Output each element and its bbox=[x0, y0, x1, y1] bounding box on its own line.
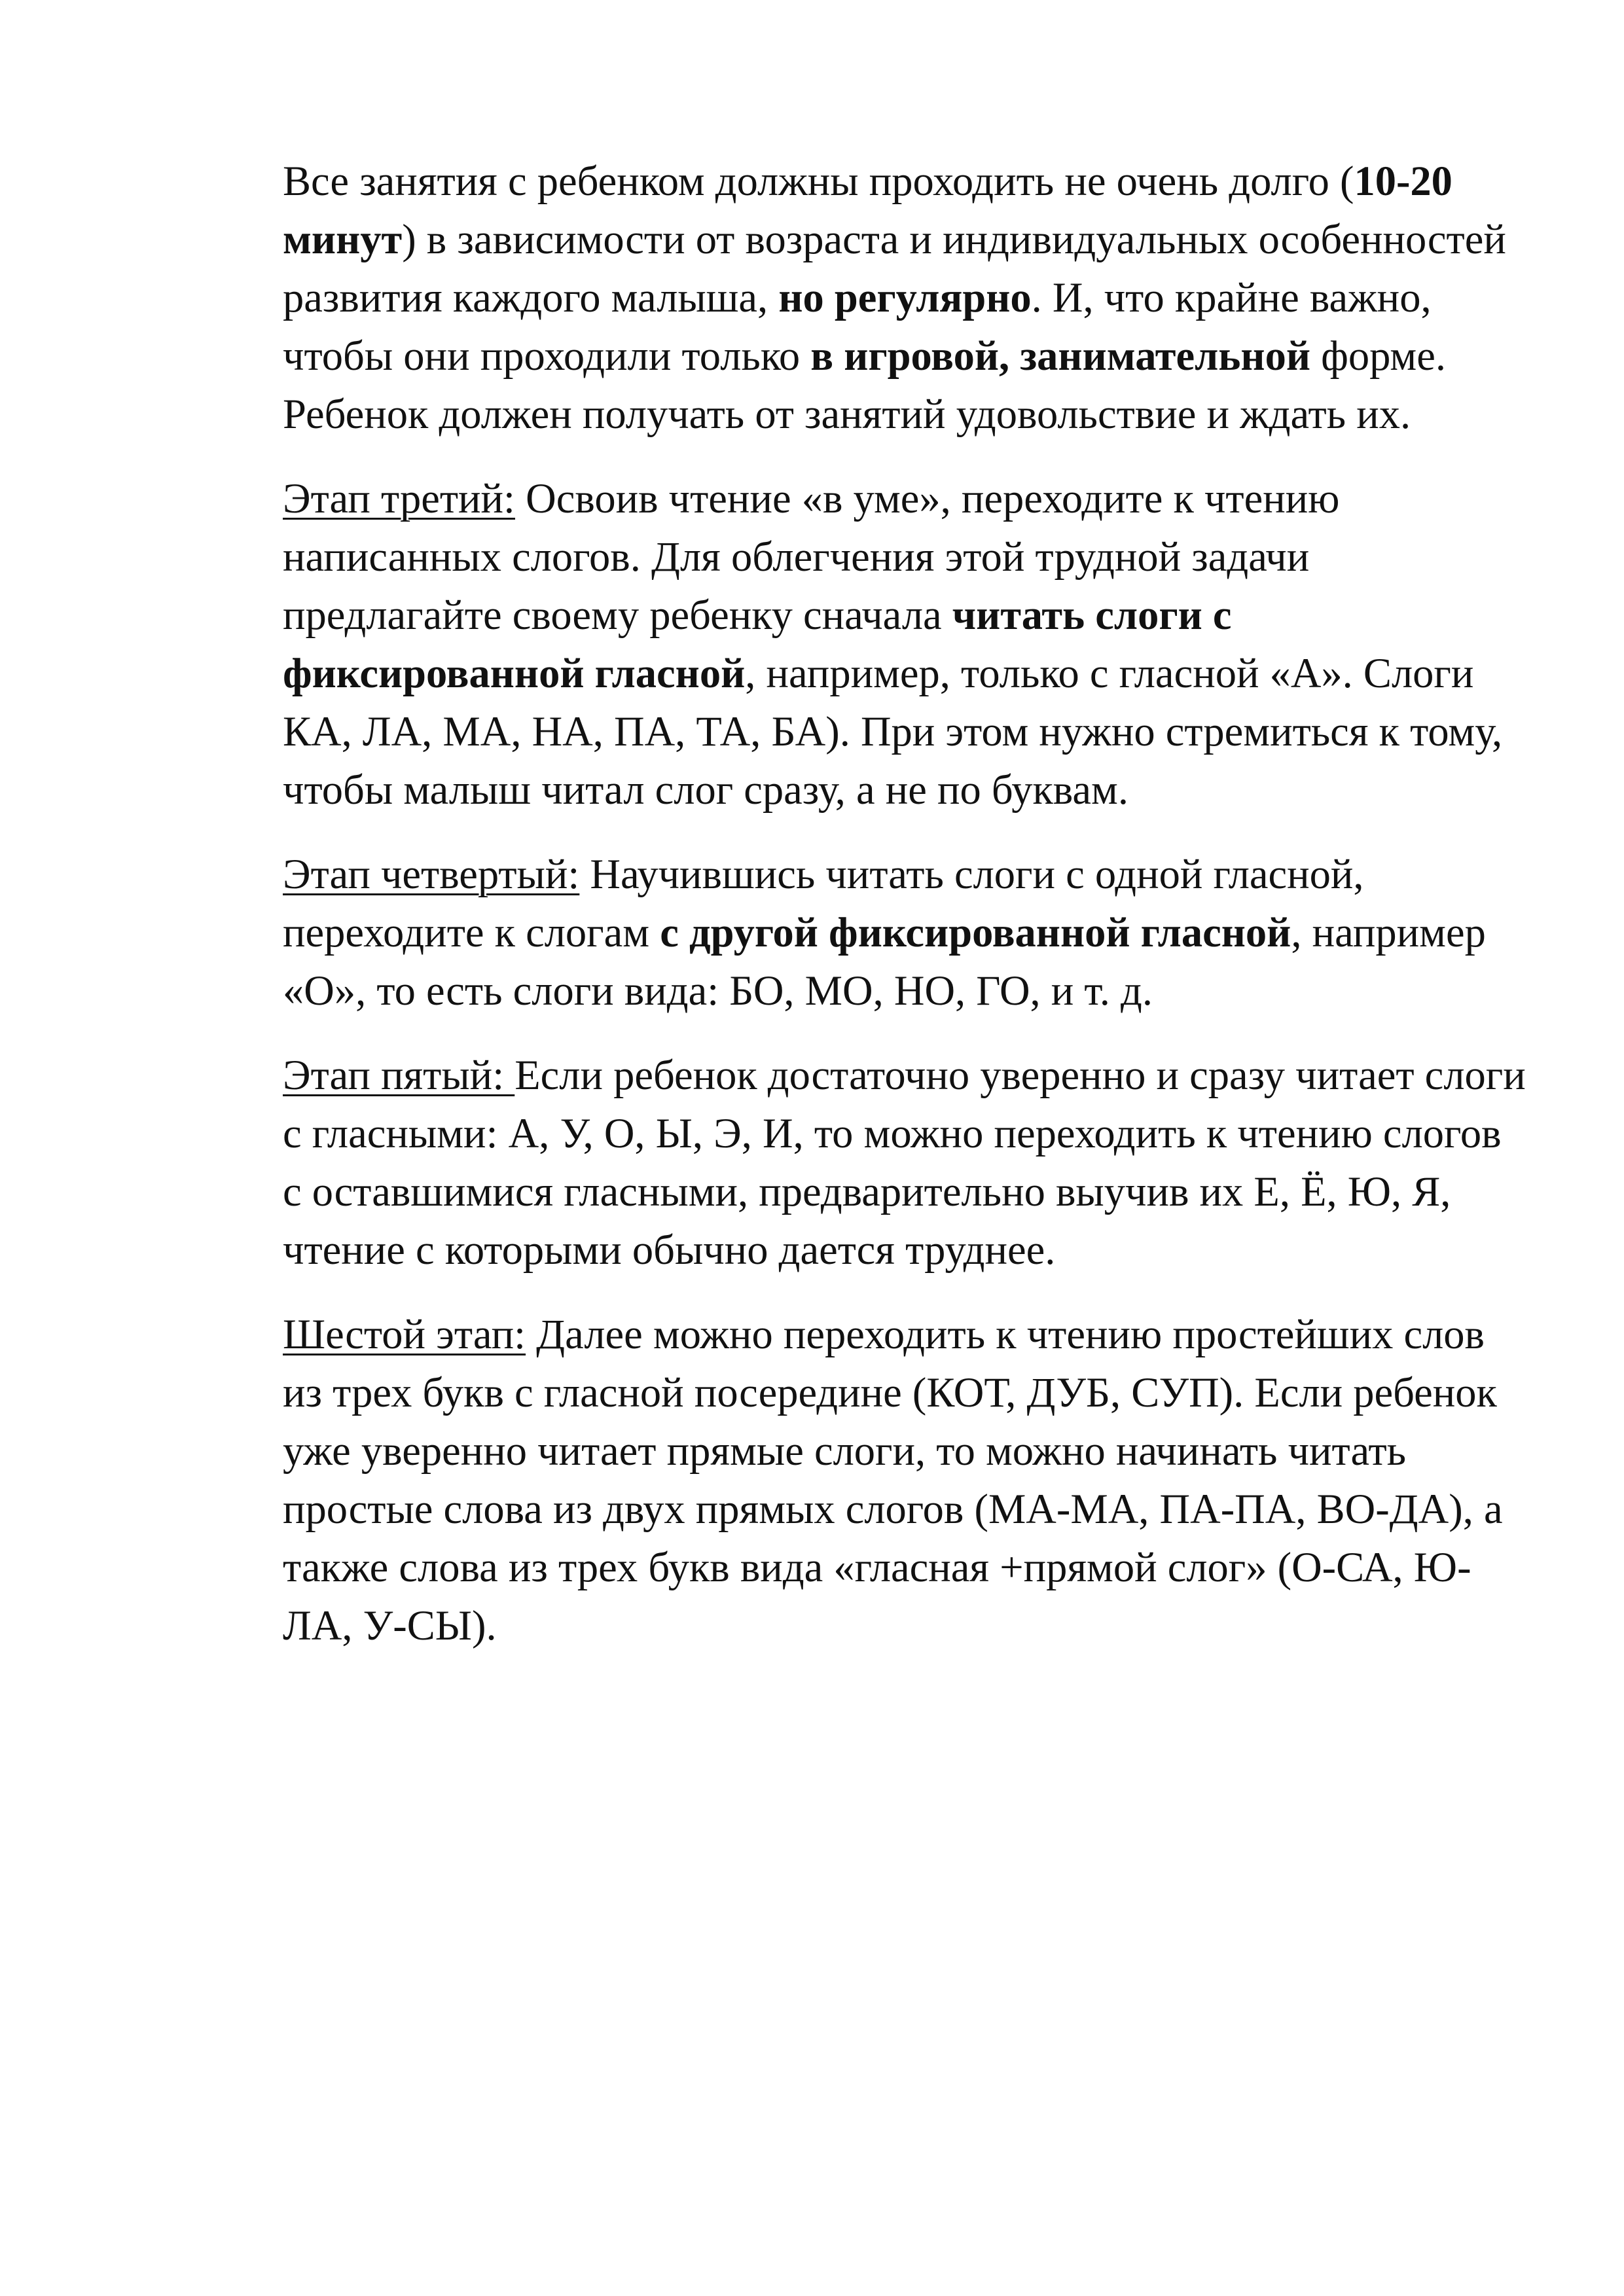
stage-five-text: Если ребенок достаточно уверенно и сразу читает слоги с гласными: А, У, О, Ы, Э, И, то можно переходить к чтению слогов с оставшимися гласными, предварительно выучив их Е, Ё, Ю, Я, чтение с которыми обычно дается труднее. bbox=[283, 1052, 1526, 1273]
paragraph-intro bbox=[283, 152, 1526, 443]
intro-regularly-bold: но регулярно bbox=[778, 274, 1032, 321]
document-body bbox=[283, 152, 1526, 1681]
paragraph-stage-six bbox=[283, 1305, 1526, 1655]
stage-six-text: Далее можно переходить к чтению простейших слов из трех букв с гласной посередине (КОТ, ДУБ, СУП). Если ребенок уже уверенно читает прямые слоги, то можно начинать читать простые слова из двух прямых слогов (МА-МА, ПА-ПА, ВО-ДА), а также слова из трех букв вида «гласная +прямой слог» (О-СА, Ю-ЛА, У-СЫ). bbox=[283, 1311, 1503, 1649]
stage-three-text: , например, только с гласной «А». Слоги КА, ЛА, МА, НА, ПА, ТА, БА). При этом нужно стремиться к тому, чтобы малыш читал слог сразу, а не по буквам. bbox=[283, 650, 1503, 813]
intro-text: ) в зависимости от возраста и индивидуальных особенностей развития каждого малыша, bbox=[283, 216, 1506, 321]
intro-duration-bold: 10-20 минут bbox=[283, 158, 1453, 262]
paragraph-stage-four bbox=[283, 845, 1526, 1020]
stage-four-text: Научившись читать слоги с одной гласной, переходите к слогам bbox=[283, 851, 1364, 956]
stage-five-heading: Этап пятый: bbox=[283, 1052, 515, 1098]
stage-three-bold: читать слоги с фиксированной гласной bbox=[283, 592, 1232, 696]
stage-four-heading: Этап четвертый: bbox=[283, 851, 580, 897]
intro-text: . И, что крайне важно, чтобы они проходили только bbox=[283, 274, 1432, 379]
stage-four-text: , например «О», то есть слоги вида: БО, МО, НО, ГО, и т. д. bbox=[283, 909, 1486, 1014]
paragraph-stage-five bbox=[283, 1046, 1526, 1279]
stage-four-bold: с другой фиксированной гласной bbox=[660, 909, 1291, 956]
stage-three-heading: Этап третий: bbox=[283, 475, 515, 522]
intro-text: Все занятия с ребенком должны проходить не очень долго ( bbox=[283, 158, 1354, 204]
stage-six-heading: Шестой этап: bbox=[283, 1311, 526, 1357]
paragraph-stage-three bbox=[283, 469, 1526, 819]
intro-game-form-bold: в игровой, занимательной bbox=[810, 332, 1310, 379]
stage-three-text: Освоив чтение «в уме», переходите к чтению написанных слогов. Для облегчения этой трудной задачи предлагайте своему ребенку сначала bbox=[283, 475, 1340, 638]
intro-text: форме. Ребенок должен получать от занятий удовольствие и ждать их. bbox=[283, 332, 1446, 437]
